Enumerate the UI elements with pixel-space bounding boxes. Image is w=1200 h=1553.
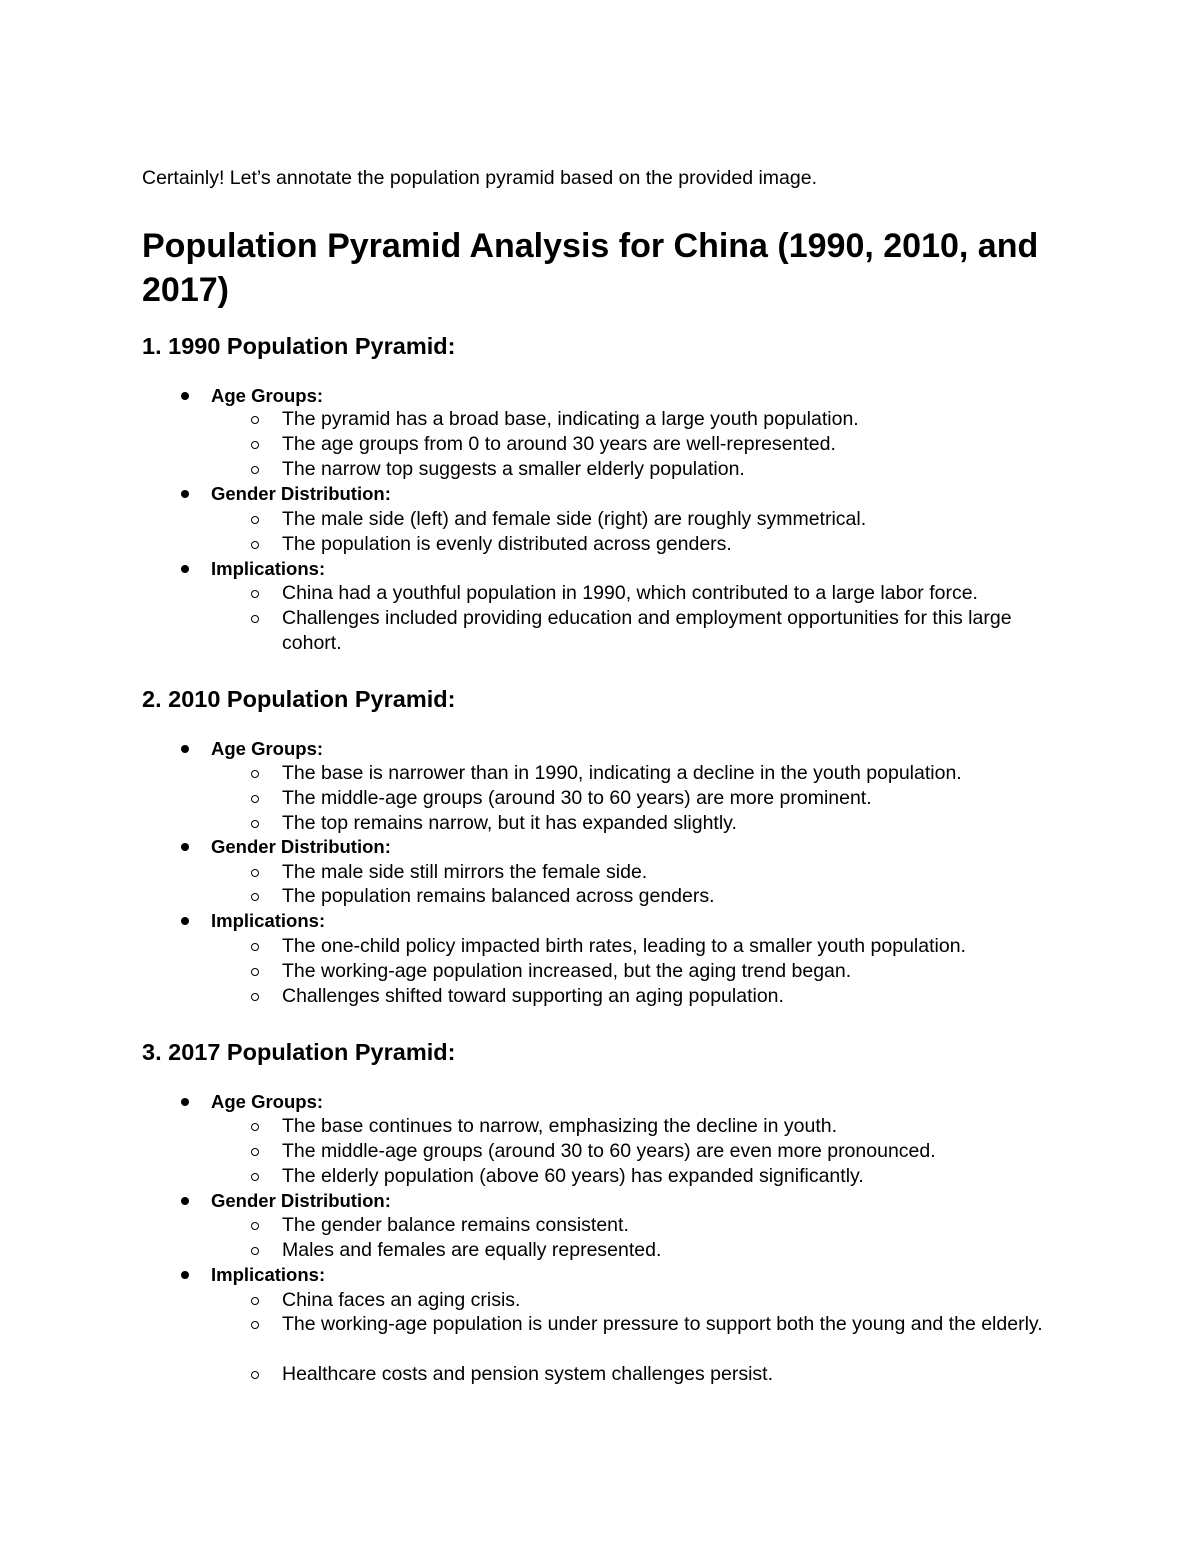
list-item-text: China had a youthful population in 1990, which contributed to a large labor force.	[282, 582, 978, 604]
group-label-text: Age Groups:	[211, 1091, 324, 1112]
group-label-text: Implications:	[211, 1264, 326, 1285]
list-item-text: The narrow top suggests a smaller elderly population.	[282, 458, 745, 480]
circle-bullet-icon	[251, 516, 259, 524]
list-item-text: The middle-age groups (around 30 to 60 years) are even more pronounced.	[282, 1140, 936, 1162]
list-item	[282, 457, 1072, 482]
list-item-text: Challenges shifted toward supporting an aging population.	[282, 985, 784, 1007]
circle-bullet-icon	[251, 615, 259, 623]
circle-bullet-icon	[251, 770, 259, 778]
circle-bullet-icon	[251, 541, 259, 549]
group-label	[211, 737, 323, 761]
group-label-text: Age Groups:	[211, 738, 324, 759]
bullet-icon	[181, 745, 189, 753]
list-item-text: The pyramid has a broad base, indicating a large youth population.	[282, 408, 859, 430]
group-label	[211, 557, 325, 581]
circle-bullet-icon	[251, 1123, 259, 1131]
list-item-text: The base continues to narrow, emphasizing the decline in youth.	[282, 1115, 838, 1137]
list-item	[282, 934, 1072, 959]
list-item-text: The gender balance remains consistent.	[282, 1214, 629, 1236]
circle-bullet-icon	[251, 943, 259, 951]
bullet-icon	[181, 392, 189, 400]
list-item-text: The population is evenly distributed across genders.	[282, 533, 732, 555]
bullet-icon	[181, 565, 189, 573]
intro-text: Certainly! Let’s annotate the population pyramid based on the provided image.	[142, 167, 817, 189]
list-item	[282, 761, 1072, 786]
list-item	[282, 1312, 1072, 1337]
circle-bullet-icon	[251, 466, 259, 474]
list-item	[282, 884, 1072, 909]
list-item-text: Challenges included providing education and employment opportunities for this large cohort.	[282, 607, 1012, 654]
group-label	[211, 909, 325, 933]
circle-bullet-icon	[251, 968, 259, 976]
list-item	[282, 786, 1072, 811]
list-item-text: The working-age population increased, but the aging trend began.	[282, 960, 852, 982]
group-label	[211, 1189, 391, 1213]
list-item	[282, 407, 1072, 432]
list-item-text: The male side (left) and female side (right) are roughly symmetrical.	[282, 508, 867, 530]
list-item-text: Healthcare costs and pension system challenges persist.	[282, 1363, 774, 1385]
section-heading-2010: 2. 2010 Population Pyramid:	[142, 686, 456, 712]
circle-bullet-icon	[251, 869, 259, 877]
circle-bullet-icon	[251, 590, 259, 598]
list-item	[282, 811, 1072, 836]
list-item-text: The one-child policy impacted birth rates, leading to a smaller youth population.	[282, 935, 966, 957]
circle-bullet-icon	[251, 1222, 259, 1230]
list-item	[282, 984, 1072, 1009]
bullet-icon	[181, 843, 189, 851]
document-title: Population Pyramid Analysis for China (1990, 2010, and 2017)	[142, 227, 1039, 309]
list-item-text: The population remains balanced across genders.	[282, 885, 715, 907]
list-item-text: The working-age population is under pressure to support both the young and the elderly.	[282, 1313, 1043, 1335]
section-heading-2017: 3. 2017 Population Pyramid:	[142, 1039, 456, 1065]
list-item	[282, 1139, 1072, 1164]
list-item	[282, 606, 1072, 656]
group-label	[211, 1263, 325, 1287]
circle-bullet-icon	[251, 820, 259, 828]
list-item	[282, 959, 1072, 984]
bullet-icon	[181, 1271, 189, 1279]
bullet-icon	[181, 1098, 189, 1106]
list-item	[282, 1114, 1072, 1139]
group-label-text: Gender Distribution:	[211, 836, 391, 857]
list-item-text: The top remains narrow, but it has expanded slightly.	[282, 812, 737, 834]
bullet-icon	[181, 917, 189, 925]
list-item	[282, 860, 1072, 885]
circle-bullet-icon	[251, 1148, 259, 1156]
group-label-text: Implications:	[211, 910, 326, 931]
circle-bullet-icon	[251, 993, 259, 1001]
list-item-text: The male side still mirrors the female side.	[282, 861, 648, 883]
group-label	[211, 1090, 323, 1114]
list-item	[282, 1288, 1072, 1313]
group-label	[211, 384, 323, 408]
list-item	[282, 432, 1072, 457]
list-item-text: The age groups from 0 to around 30 years are well-represented.	[282, 433, 836, 455]
circle-bullet-icon	[251, 441, 259, 449]
list-item-text: The base is narrower than in 1990, indicating a decline in the youth population.	[282, 762, 962, 784]
list-item-text: Males and females are equally represented.	[282, 1239, 662, 1261]
list-item	[282, 1238, 1072, 1263]
circle-bullet-icon	[251, 795, 259, 803]
bullet-icon	[181, 490, 189, 498]
list-item-text: The elderly population (above 60 years) has expanded significantly.	[282, 1165, 864, 1187]
list-item	[282, 581, 1072, 606]
list-item	[282, 507, 1072, 532]
section-heading-1990: 1. 1990 Population Pyramid:	[142, 333, 456, 359]
circle-bullet-icon	[251, 1321, 259, 1329]
circle-bullet-icon	[251, 1297, 259, 1305]
list-item	[282, 1213, 1072, 1238]
group-label	[211, 835, 391, 859]
list-item	[282, 532, 1072, 557]
list-item	[282, 1164, 1072, 1189]
circle-bullet-icon	[251, 893, 259, 901]
list-item-text: The middle-age groups (around 30 to 60 years) are more prominent.	[282, 787, 872, 809]
bullet-icon	[181, 1197, 189, 1205]
circle-bullet-icon	[251, 1247, 259, 1255]
list-item-text: China faces an aging crisis.	[282, 1289, 521, 1311]
group-label	[211, 482, 391, 506]
circle-bullet-icon	[251, 1173, 259, 1181]
group-label-text: Gender Distribution:	[211, 1190, 391, 1211]
group-label-text: Gender Distribution:	[211, 483, 391, 504]
group-label-text: Age Groups:	[211, 385, 324, 406]
circle-bullet-icon	[251, 1371, 259, 1379]
circle-bullet-icon	[251, 416, 259, 424]
list-item	[282, 1362, 1072, 1387]
group-label-text: Implications:	[211, 558, 326, 579]
